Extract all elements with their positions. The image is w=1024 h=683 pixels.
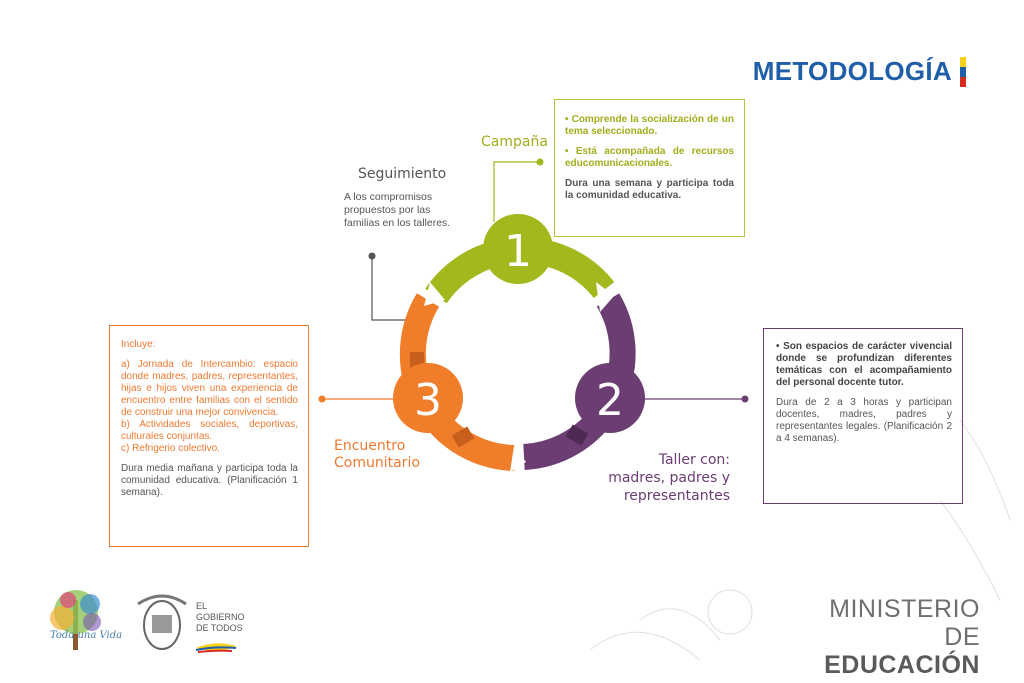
encuentro-item-c: c) Refrigerio colectivo. — [121, 443, 220, 454]
encuentro-connector-dot — [319, 396, 326, 403]
gobierno-de-todos-text: EL GOBIERNO DE TODOS — [196, 601, 245, 633]
seguimiento-connector — [372, 256, 414, 320]
campana-label: Campaña — [481, 134, 548, 150]
ministerio-line-2: DE EDUCACIÓN — [824, 623, 980, 679]
ecuador-coat-of-arms-icon — [138, 596, 186, 649]
taller-label: Taller con: madres, padres y representantes — [608, 452, 730, 504]
seguimiento-label: Seguimiento — [358, 166, 447, 182]
seguimiento-text: A los compromisos propuestos por las familias en los talleres. — [344, 191, 451, 229]
seguimiento-connector-dot — [369, 253, 376, 260]
encuentro-item-b: b) Actividades sociales, deportivas, culturales conjuntas. — [121, 419, 298, 442]
step-3-number: 3 — [414, 375, 442, 426]
toda-una-vida-text: Toda una Vida — [50, 630, 123, 641]
campana-info-box — [554, 99, 745, 237]
campana-connector-dot — [537, 159, 544, 166]
encuentro-intro: Incluye: — [121, 339, 156, 350]
toda-una-vida-logo — [50, 590, 101, 650]
taller-info-box — [763, 328, 963, 504]
encuentro-duration: Dura media mañana y participa toda la comunidad educativa. (Planificación 1 semana). — [121, 463, 298, 498]
encuentro-label: Encuentro Comunitario — [334, 438, 420, 471]
step-1-number: 1 — [504, 226, 532, 277]
encuentro-item-a: a) Jornada de Intercambio: espacio donde madres, padres, representantes, hijas e hijos viven una experiencia de encuentro entre familias con el sentido de construir una mejor convivencia. — [121, 359, 298, 418]
campana-bullet-1: • Comprende la socialización de un tema seleccionado. — [565, 114, 734, 137]
campana-connector — [494, 162, 540, 222]
ministerio-line-1: MINISTERIO — [829, 595, 980, 623]
taller-bullet-1: • Son espacios de carácter vivencial donde se profundizan diferentes temáticas con el acompañamiento del personal docente tutor. — [776, 341, 952, 388]
encuentro-info-box — [109, 325, 309, 547]
campana-bullet-2: • Está acompañada de recursos educomunicacionales. — [565, 146, 734, 169]
taller-duration: Dura de 2 a 3 horas y participan docentes, madres, padres y representantes legales. (Planificación 2 a 4 semanas). — [776, 397, 952, 444]
step-2-number: 2 — [596, 375, 624, 426]
taller-connector-dot — [742, 396, 749, 403]
ministerio-logo-text — [790, 595, 980, 679]
campana-duration: Dura una semana y participa toda la comunidad educativa. — [565, 178, 734, 201]
page-title: METODOLOGÍA — [752, 56, 952, 86]
